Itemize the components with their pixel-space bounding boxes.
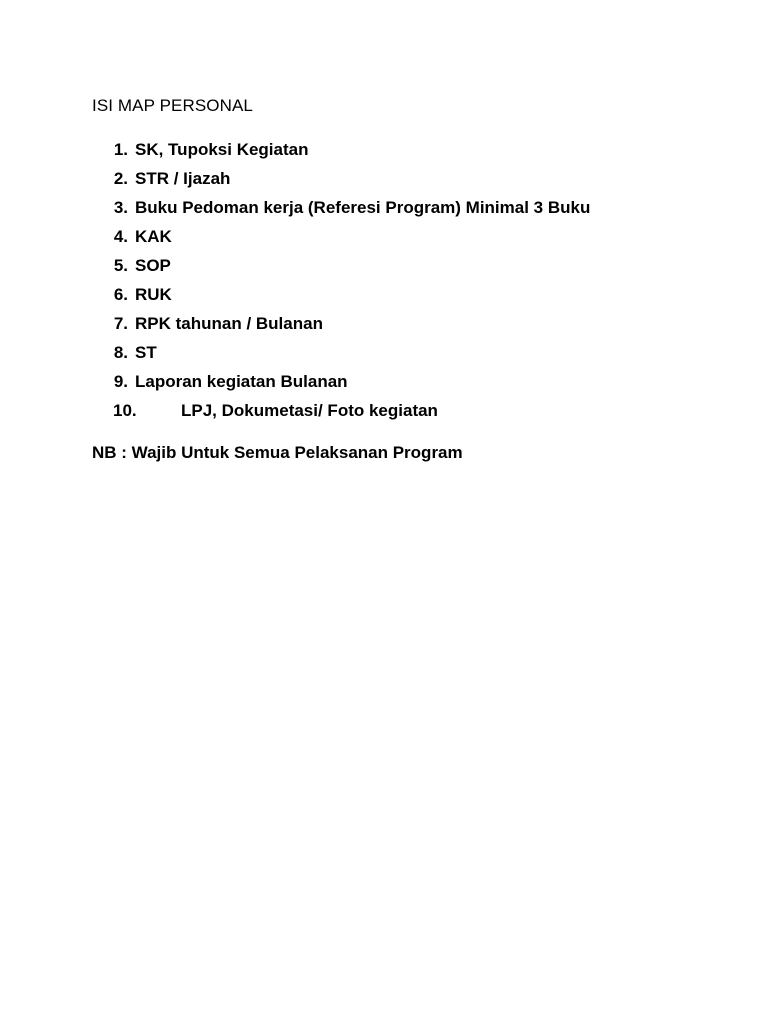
list-item-text: RUK — [135, 285, 172, 304]
list-item-number: 9. — [113, 372, 128, 391]
list-item — [0, 253, 768, 282]
list-item — [0, 398, 768, 427]
list-item-text: SK, Tupoksi Kegiatan — [135, 140, 309, 159]
requirements-list — [0, 137, 768, 427]
list-item-text: LPJ, Dokumetasi/ Foto kegiatan — [181, 401, 438, 420]
list-item-number: 3. — [113, 198, 128, 217]
list-item — [0, 137, 768, 166]
list-item-number: 2. — [113, 169, 128, 188]
list-item-number: 6. — [113, 285, 128, 304]
list-item — [0, 311, 768, 340]
list-item-text: Laporan kegiatan Bulanan — [135, 372, 348, 391]
list-item-text: KAK — [135, 227, 172, 246]
list-item-text: RPK tahunan / Bulanan — [135, 314, 323, 333]
document-note: NB : Wajib Untuk Semua Pelaksanan Program — [92, 443, 463, 462]
list-item — [0, 166, 768, 195]
list-item-number: 10. — [113, 401, 137, 420]
document-title: ISI MAP PERSONAL — [92, 96, 253, 115]
list-item — [0, 340, 768, 369]
list-item-number: 5. — [113, 256, 128, 275]
list-item-number: 7. — [113, 314, 128, 333]
list-item-number: 1. — [113, 140, 128, 159]
list-item — [0, 195, 768, 224]
list-item-text: SOP — [135, 256, 171, 275]
list-item-number: 8. — [113, 343, 128, 362]
list-item-number: 4. — [113, 227, 128, 246]
list-item-text: Buku Pedoman kerja (Referesi Program) Minimal 3 Buku — [135, 198, 591, 217]
list-item — [0, 224, 768, 253]
list-item-text: ST — [135, 343, 157, 362]
list-item — [0, 369, 768, 398]
list-item-text: STR / Ijazah — [135, 169, 231, 188]
list-item — [0, 282, 768, 311]
